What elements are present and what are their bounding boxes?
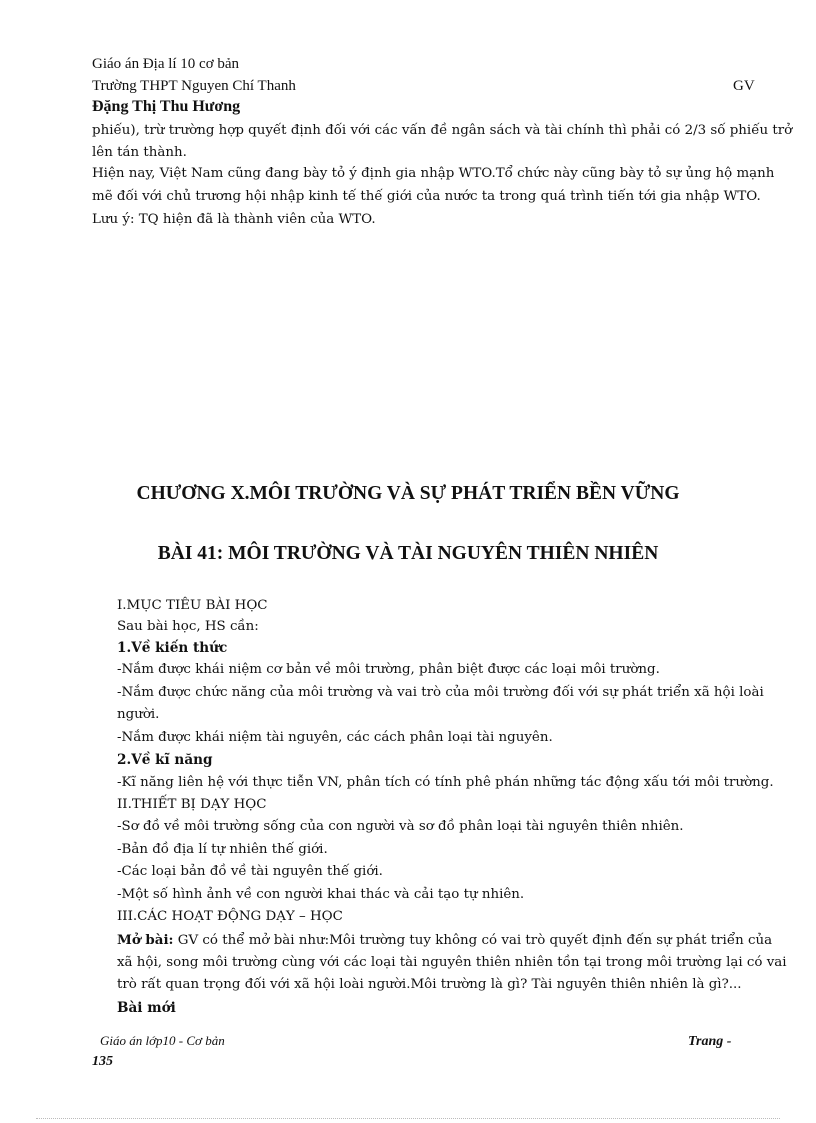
knowledge-item: -Nắm được khái niệm tài nguyên, các cách phân loại tài nguyên. [117,730,553,745]
footer-trang: Trang - [688,1034,732,1049]
intro-line: lên tán thành. [92,145,187,160]
skills-item: -Kĩ năng liên hệ với thực tiễn VN, phân tích có tính phê phán những tác động xấu tới môi trường. [117,775,774,790]
subheading-knowledge: 1.Về kiến thức [117,640,228,656]
intro-line: Hiện nay, Việt Nam cũng đang bày tỏ ý định gia nhập WTO.Tổ chức này cũng bày tỏ sự ủng hộ mạnh [92,166,775,181]
footer-page-number: 135 [92,1054,113,1069]
intro-line: phiếu), trừ trường hợp quyết định đối với các vấn đề ngân sách và tài chính thì phải có 2/3 số phiếu trở [92,123,793,138]
equipment-item: -Sơ đồ về môi trường sống của con người và sơ đồ phân loại tài nguyên thiên nhiên. [117,819,684,834]
lesson-title: BÀI 41: MÔI TRƯỜNG VÀ TÀI NGUYÊN THIÊN NHIÊN [157,543,659,564]
section-heading-objectives: I.MỤC TIÊU BÀI HỌC [117,598,268,613]
opening-line: xã hội, song môi trường cùng với các loại tài nguyên thiên nhiên tồn tại trong môi trường lại có vai [117,955,787,970]
opening-text: GV có thể mở bài như:Môi trường tuy không có vai trò quyết định đến sự phát triển của [173,933,773,948]
knowledge-item: -Nắm được khái niệm cơ bản về môi trường, phân biệt được các loại môi trường. [117,662,660,677]
header-school: Trường THPT Nguyen Chí Thanh [92,78,296,94]
knowledge-item-cont: người. [117,707,160,722]
objectives-intro: Sau bài học, HS cần: [117,619,259,634]
equipment-item: -Bản đồ địa lí tự nhiên thế giới. [117,842,328,857]
opening-label: Mở bài: [117,932,174,948]
opening-line [117,932,772,948]
chapter-title: CHƯƠNG X.MÔI TRƯỜNG VÀ SỰ PHÁT TRIỂN BỀN VỮNG [136,483,680,504]
footer-course: Giáo án lớp10 - Cơ bản [100,1033,225,1048]
equipment-item: -Các loại bản đồ về tài nguyên thế giới. [117,864,383,879]
opening-line: trò rất quan trọng đối với xã hội loài người.Môi trường là gì? Tài nguyên thiên nhiên là gì?... [117,977,742,992]
equipment-item: -Một số hình ảnh về con người khai thác và cải tạo tự nhiên. [117,887,525,902]
intro-line: mẽ đối với chủ trương hội nhập kinh tế thế giới của nước ta trong quá trình tiến tới gia nhập WTO. [92,189,761,204]
header-teacher: Đặng Thị Thu Hương [92,98,241,115]
section-heading-activities: III.CÁC HOẠT ĐỘNG DẠY – HỌC [117,909,343,924]
new-lesson-label: Bài mới [117,1000,176,1016]
subheading-skills: 2.Về kĩ năng [117,752,213,768]
knowledge-item: -Nắm được chức năng của môi trường và vai trò của môi trường đối với sự phát triển xã hội loài [117,685,764,700]
header-course: Giáo án Địa lí 10 cơ bản [92,56,240,72]
header-gv: GV [733,78,755,94]
intro-note: Lưu ý: TQ hiện đã là thành viên của WTO. [92,212,376,227]
section-heading-equipment: II.THIẾT BỊ DẠY HỌC [117,797,267,812]
bottom-divider [36,1118,780,1119]
